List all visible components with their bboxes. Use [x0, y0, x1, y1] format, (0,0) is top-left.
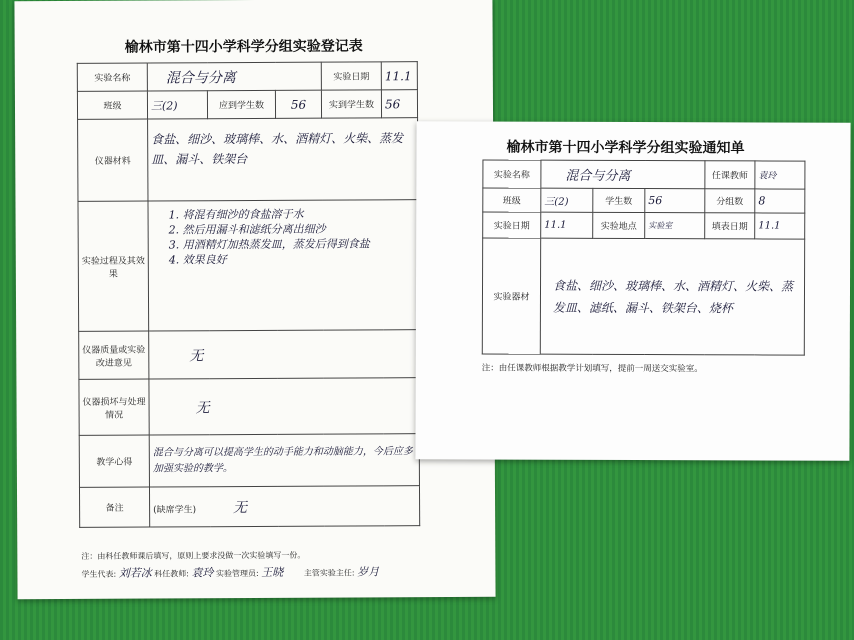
label-notif-students: 学生数: [593, 188, 645, 212]
label-notif-location: 实验地点: [593, 212, 645, 238]
value-process: [148, 200, 419, 331]
value-notif-equipment: 食盐、细沙、玻璃棒、水、酒精灯、火柴、蒸发皿、滤纸、漏斗、铁架台、烧杯: [540, 238, 804, 355]
registration-table: [77, 61, 420, 528]
value-notif-name: 混合与分离: [541, 160, 705, 189]
label-notif-groups: 分组数: [705, 189, 755, 213]
value-notif-date: 11.1: [541, 212, 593, 238]
label-damage: 仪器损坏与处理情况: [79, 379, 149, 435]
remarks-value: 无: [232, 499, 248, 516]
value-materials: 食盐、细沙、玻璃棒、水、酒精灯、火柴、蒸发皿、漏斗、铁架台: [148, 118, 418, 201]
value-experiment-name: 混合与分离: [147, 62, 321, 91]
value-notif-location: 实验室: [645, 213, 705, 239]
value-notif-fill-date: 11.1: [755, 213, 805, 239]
label-notif-equipment: 实验器材: [482, 238, 540, 354]
admin-signature: 王晓: [261, 565, 284, 579]
value-remarks: [149, 486, 419, 527]
value-expected-students: 56: [275, 90, 321, 118]
registration-form-title: 榆林市第十四小学科学分组实验登记表: [124, 38, 363, 56]
value-notif-groups: 8: [755, 189, 805, 213]
director-signature: 岁月: [357, 565, 380, 579]
label-notif-date: 实验日期: [483, 212, 541, 238]
label-notif-fill-date: 填表日期: [705, 213, 755, 239]
teacher-label: 科任教师:: [154, 569, 189, 579]
value-notif-class: 三(2): [541, 188, 593, 212]
label-reflection: 教学心得: [79, 435, 149, 487]
label-notif-class: 班级: [483, 188, 541, 212]
value-damage: 无: [149, 378, 419, 435]
label-notif-name: 实验名称: [483, 160, 541, 188]
admin-label: 实验管理员:: [216, 568, 259, 579]
registration-footer-note: 注：由科任教师课后填写，原则上要求没做一次实验填写一份。: [81, 550, 306, 561]
remarks-absent-label: (缺席学生): [153, 504, 197, 516]
label-actual-students: 实到学生数: [321, 90, 381, 118]
notification-footer-note: 注：由任课教师根据教学计划填写，提前一周送交实验室。: [481, 363, 703, 375]
label-notif-teacher: 任课教师: [705, 161, 755, 189]
process-step-4: 4. 效果良好: [168, 253, 227, 267]
label-materials: 仪器材料: [78, 119, 148, 201]
director-label: 主管实验主任:: [303, 568, 355, 578]
label-remarks: 备注: [79, 487, 149, 527]
value-class: 三(2): [147, 91, 207, 119]
signature-line: [81, 563, 379, 581]
student-rep-signature: 刘若冰: [118, 566, 152, 580]
process-step-1: 1. 将混有细沙的食盐溶于水: [168, 207, 304, 222]
notification-table: [482, 159, 806, 355]
teacher-signature: 袁玲: [191, 566, 214, 580]
process-step-2: 2. 然后用漏斗和滤纸分离出细沙: [168, 222, 326, 237]
notification-form-sheet: [415, 121, 850, 461]
label-quality: 仪器质量或实验改进意见: [79, 331, 149, 379]
value-reflection: 混合与分离可以提高学生的动手能力和动脑能力，今后应多加强实验的教学。: [149, 434, 419, 487]
value-quality: 无: [149, 330, 419, 379]
value-experiment-date: 11.1: [381, 62, 417, 90]
value-actual-students: 56: [381, 90, 417, 118]
student-rep-label: 学生代表:: [81, 569, 117, 579]
label-experiment-name: 实验名称: [77, 63, 147, 91]
label-class: 班级: [77, 91, 147, 119]
label-process: 实验过程及其效果: [78, 201, 149, 331]
value-notif-students: 56: [645, 189, 705, 213]
process-step-3: 3. 用酒精灯加热蒸发皿，蒸发后得到食盐: [168, 237, 370, 252]
notification-form-title: 榆林市第十四小学科学分组实验通知单: [506, 139, 745, 157]
label-expected-students: 应到学生数: [207, 90, 275, 118]
value-notif-teacher: 袁玲: [755, 161, 805, 189]
label-experiment-date: 实验日期: [321, 62, 381, 90]
